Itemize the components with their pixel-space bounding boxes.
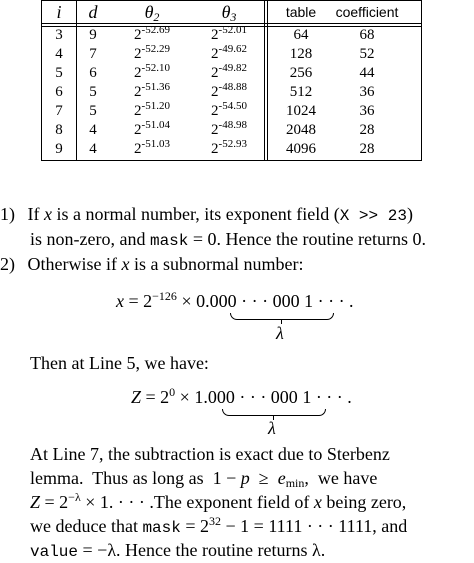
equation-1 [116, 290, 354, 312]
table-left-rule [41, 0, 42, 161]
math: = 2 [145, 387, 170, 407]
list-item-1-line-1 [0, 203, 413, 227]
text: Otherwise if [27, 254, 117, 274]
lambda-label-1: λ [276, 323, 284, 343]
text: is non-zero, and [30, 229, 146, 249]
math-var: Z [131, 387, 142, 407]
math-exp: −λ [68, 490, 81, 504]
text: being zero, [321, 492, 407, 512]
paragraph-line-2 [30, 467, 377, 489]
table-col-rule [76, 0, 77, 161]
text: − 1 = 1111 · · · 1111, and [221, 516, 408, 536]
text: If [27, 204, 40, 224]
table-right-rule [421, 0, 422, 161]
text: = 2 [180, 516, 210, 536]
math: × 1. [179, 387, 208, 407]
math-var: p [240, 468, 250, 488]
math-exp: 0 [169, 385, 176, 399]
text: we deduce that [30, 516, 143, 536]
math-sub: min [285, 476, 305, 490]
text: ) [406, 204, 413, 224]
paragraph-line-1: At Line 7, the subtraction is exact due to Sterbenz [30, 444, 390, 464]
math-exp: 32 [209, 514, 222, 528]
math: 1 · · · . [302, 387, 352, 407]
text: , we have [304, 468, 378, 488]
math-var: x [44, 204, 52, 224]
math-var: Z [30, 492, 41, 512]
math: 1 · · · . [304, 291, 354, 311]
math-exp: −126 [152, 289, 177, 303]
paragraph-line-4 [30, 515, 407, 539]
text: is a normal number, its exponent field ( [56, 204, 340, 224]
table-double-rule-2 [267, 0, 268, 161]
code-mask: mask [142, 519, 181, 537]
paragraph-line-5 [30, 539, 325, 563]
equation-2 [131, 386, 352, 408]
list-item-2-line-1 [0, 253, 303, 275]
code-shift: X >> 23 [339, 207, 407, 225]
math-var: x [116, 291, 124, 311]
table-double-rule-1 [264, 0, 265, 161]
lambda-label-2: λ [268, 418, 276, 438]
math-zeros: 000 · · · 000 [207, 387, 298, 407]
text: ≥ [249, 468, 278, 488]
math-var: e [277, 468, 286, 488]
text: = 2 [40, 492, 69, 512]
text: = 0. Hence the routine returns 0. [192, 229, 426, 249]
math-var: x [313, 492, 322, 512]
underbrace-1 [230, 313, 334, 320]
table-bottom-rule [41, 160, 422, 161]
text: lemma. Thus as long as 1 − [30, 468, 241, 488]
text: × 1. · · · .The exponent field of [80, 492, 314, 512]
text: is a subnormal number: [133, 254, 304, 274]
then-line: Then at Line 5, we have: [30, 353, 209, 373]
text: = −λ. Hence the routine returns λ. [78, 540, 326, 560]
math: × 0. [181, 291, 210, 311]
table-top-rule [41, 0, 422, 1]
list-number-2: 2) [0, 254, 15, 274]
code-mask: mask [149, 232, 189, 250]
list-item-1-line-2 [30, 228, 426, 252]
math: = 2 [128, 291, 153, 311]
paragraph-line-3 [30, 491, 406, 513]
list-number-1: 1) [0, 204, 15, 224]
underbrace-2 [222, 409, 326, 416]
math-var: x [121, 254, 130, 274]
parameter-table: i d $\theta_2$ $\theta_3$ table coefficient 3 9 $2^{-52.69}$ $2^{-52.01}$ 64 68 4 7 $2^{-52.29}$ $2^{-49.62}$ 128 52 5 6 $2^{-52.10}$ $2^{-49.82}$ 256 44 6 5 $2^{-51.36}$ $2^{-48.88}$ 512 36 7 5 $2^{-51.20}$ $2^{-54.50}$ 1024 36 8 4 $2^{-51.04}$ $2^{-48.98}$ 2048 28 9 4 $2^{-51.03}$ $2^{-52.93}$ 4096 28 [41, 0, 422, 161]
math-zeros: 000 · · · 000 [209, 291, 300, 311]
code-value: value [30, 543, 79, 561]
